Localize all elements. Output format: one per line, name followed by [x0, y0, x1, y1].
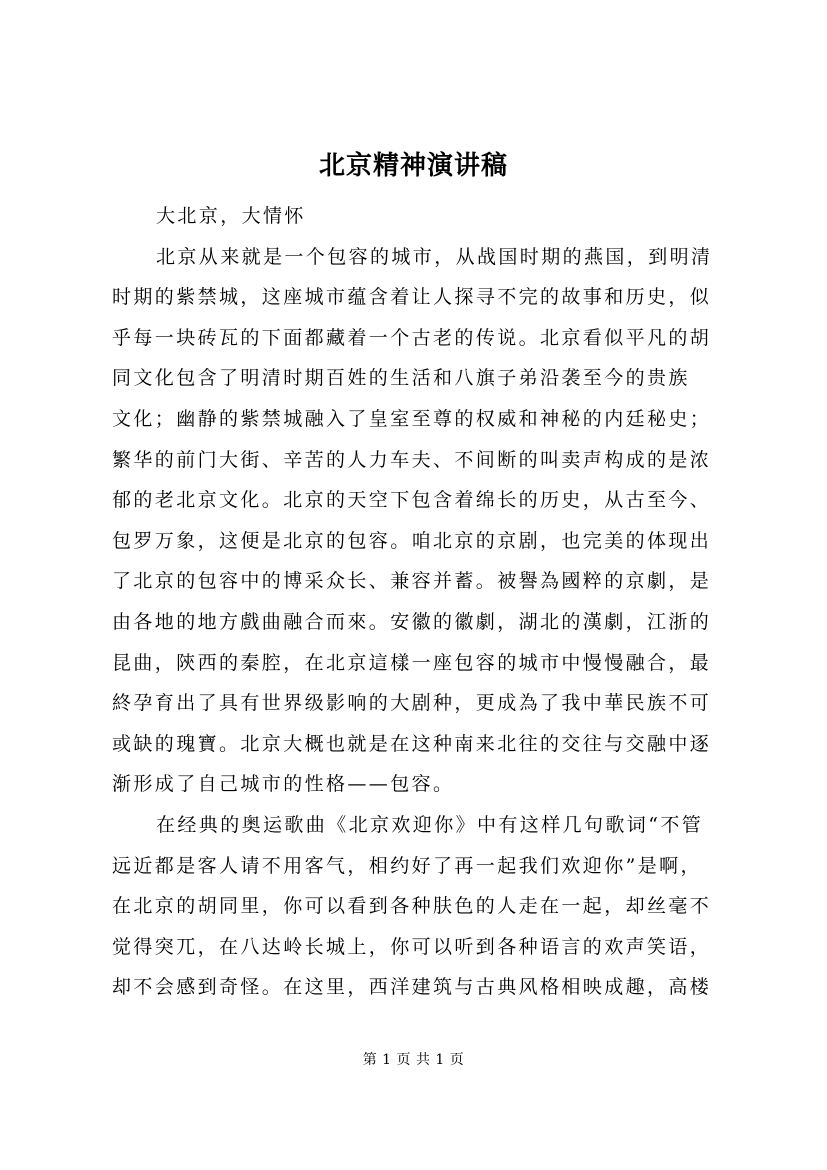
document-title: 北京精神演讲稿 — [318, 151, 508, 181]
text-line: 渐形成了自己城市的性格——包容。 — [112, 773, 455, 796]
paragraph-1 — [112, 196, 730, 237]
text-line: 觉得突兀，在八达岭长城上，你可以听到各种语言的欢声笑语， — [112, 935, 712, 958]
text-line: 时期的紫禁城，这座城市蕴含着让人探寻不完的故事和历史，似 — [112, 286, 712, 309]
text-line: 在北京的胡同里，你可以看到各种肤色的人走在一起，却丝毫不 — [112, 895, 712, 918]
text-line: 在经典的奥运歌曲《北京欢迎你》中有这样几句歌词“不管 — [156, 813, 704, 836]
document-body — [112, 196, 730, 1008]
text-line: 远近都是客人请不用客气，相约好了再一起我们欢迎你”是啊， — [112, 854, 702, 877]
text-line: 包罗万象，这便是北京的包容。咱北京的京剧，也完美的体现出 — [112, 529, 712, 552]
text-line: 終孕育出了具有世界级影响的大剧种，更成為了我中華民族不可 — [112, 692, 712, 715]
paragraph-2 — [112, 237, 730, 805]
page-footer: 第 1 页 共 1 页 — [362, 1052, 465, 1068]
text-line: 昆曲，陝西的秦腔，在北京這樣一座包容的城市中慢慢融合，最 — [112, 651, 712, 674]
text-line: 或缺的瑰寶。北京大概也就是在这种南来北往的交往与交融中逐 — [112, 732, 712, 755]
text-line: 同文化包含了明清时期百姓的生活和八旗子弟沿袭至今的贵族 — [112, 367, 690, 390]
text-line: 了北京的包容中的博采众长、兼容并蓄。被譽為國粹的京劇，是 — [112, 570, 712, 593]
text-line: 乎每一块砖瓦的下面都藏着一个古老的传说。北京看似平凡的胡 — [112, 326, 712, 349]
text-line: 郁的老北京文化。北京的天空下包含着绵长的历史，从古至今、 — [112, 489, 712, 512]
text-line: 文化；幽静的紫禁城融入了皇室至尊的权威和神秘的内廷秘史； — [112, 407, 712, 430]
text-line: 由各地的地方戲曲融合而來。安徽的徽劇，湖北的漢劇，江浙的 — [112, 610, 712, 633]
text-line: 北京从来就是一个包容的城市，从战国时期的燕国，到明清 — [156, 245, 713, 268]
text-line: 却不会感到奇怪。在这里，西洋建筑与古典风格相映成趣，高楼 — [112, 976, 712, 999]
text-line: 繁华的前门大街、辛苦的人力车夫、不间断的叫卖声构成的是浓 — [112, 448, 712, 471]
paragraph-3 — [112, 805, 730, 1008]
text-line: 大北京，大情怀 — [156, 205, 306, 227]
